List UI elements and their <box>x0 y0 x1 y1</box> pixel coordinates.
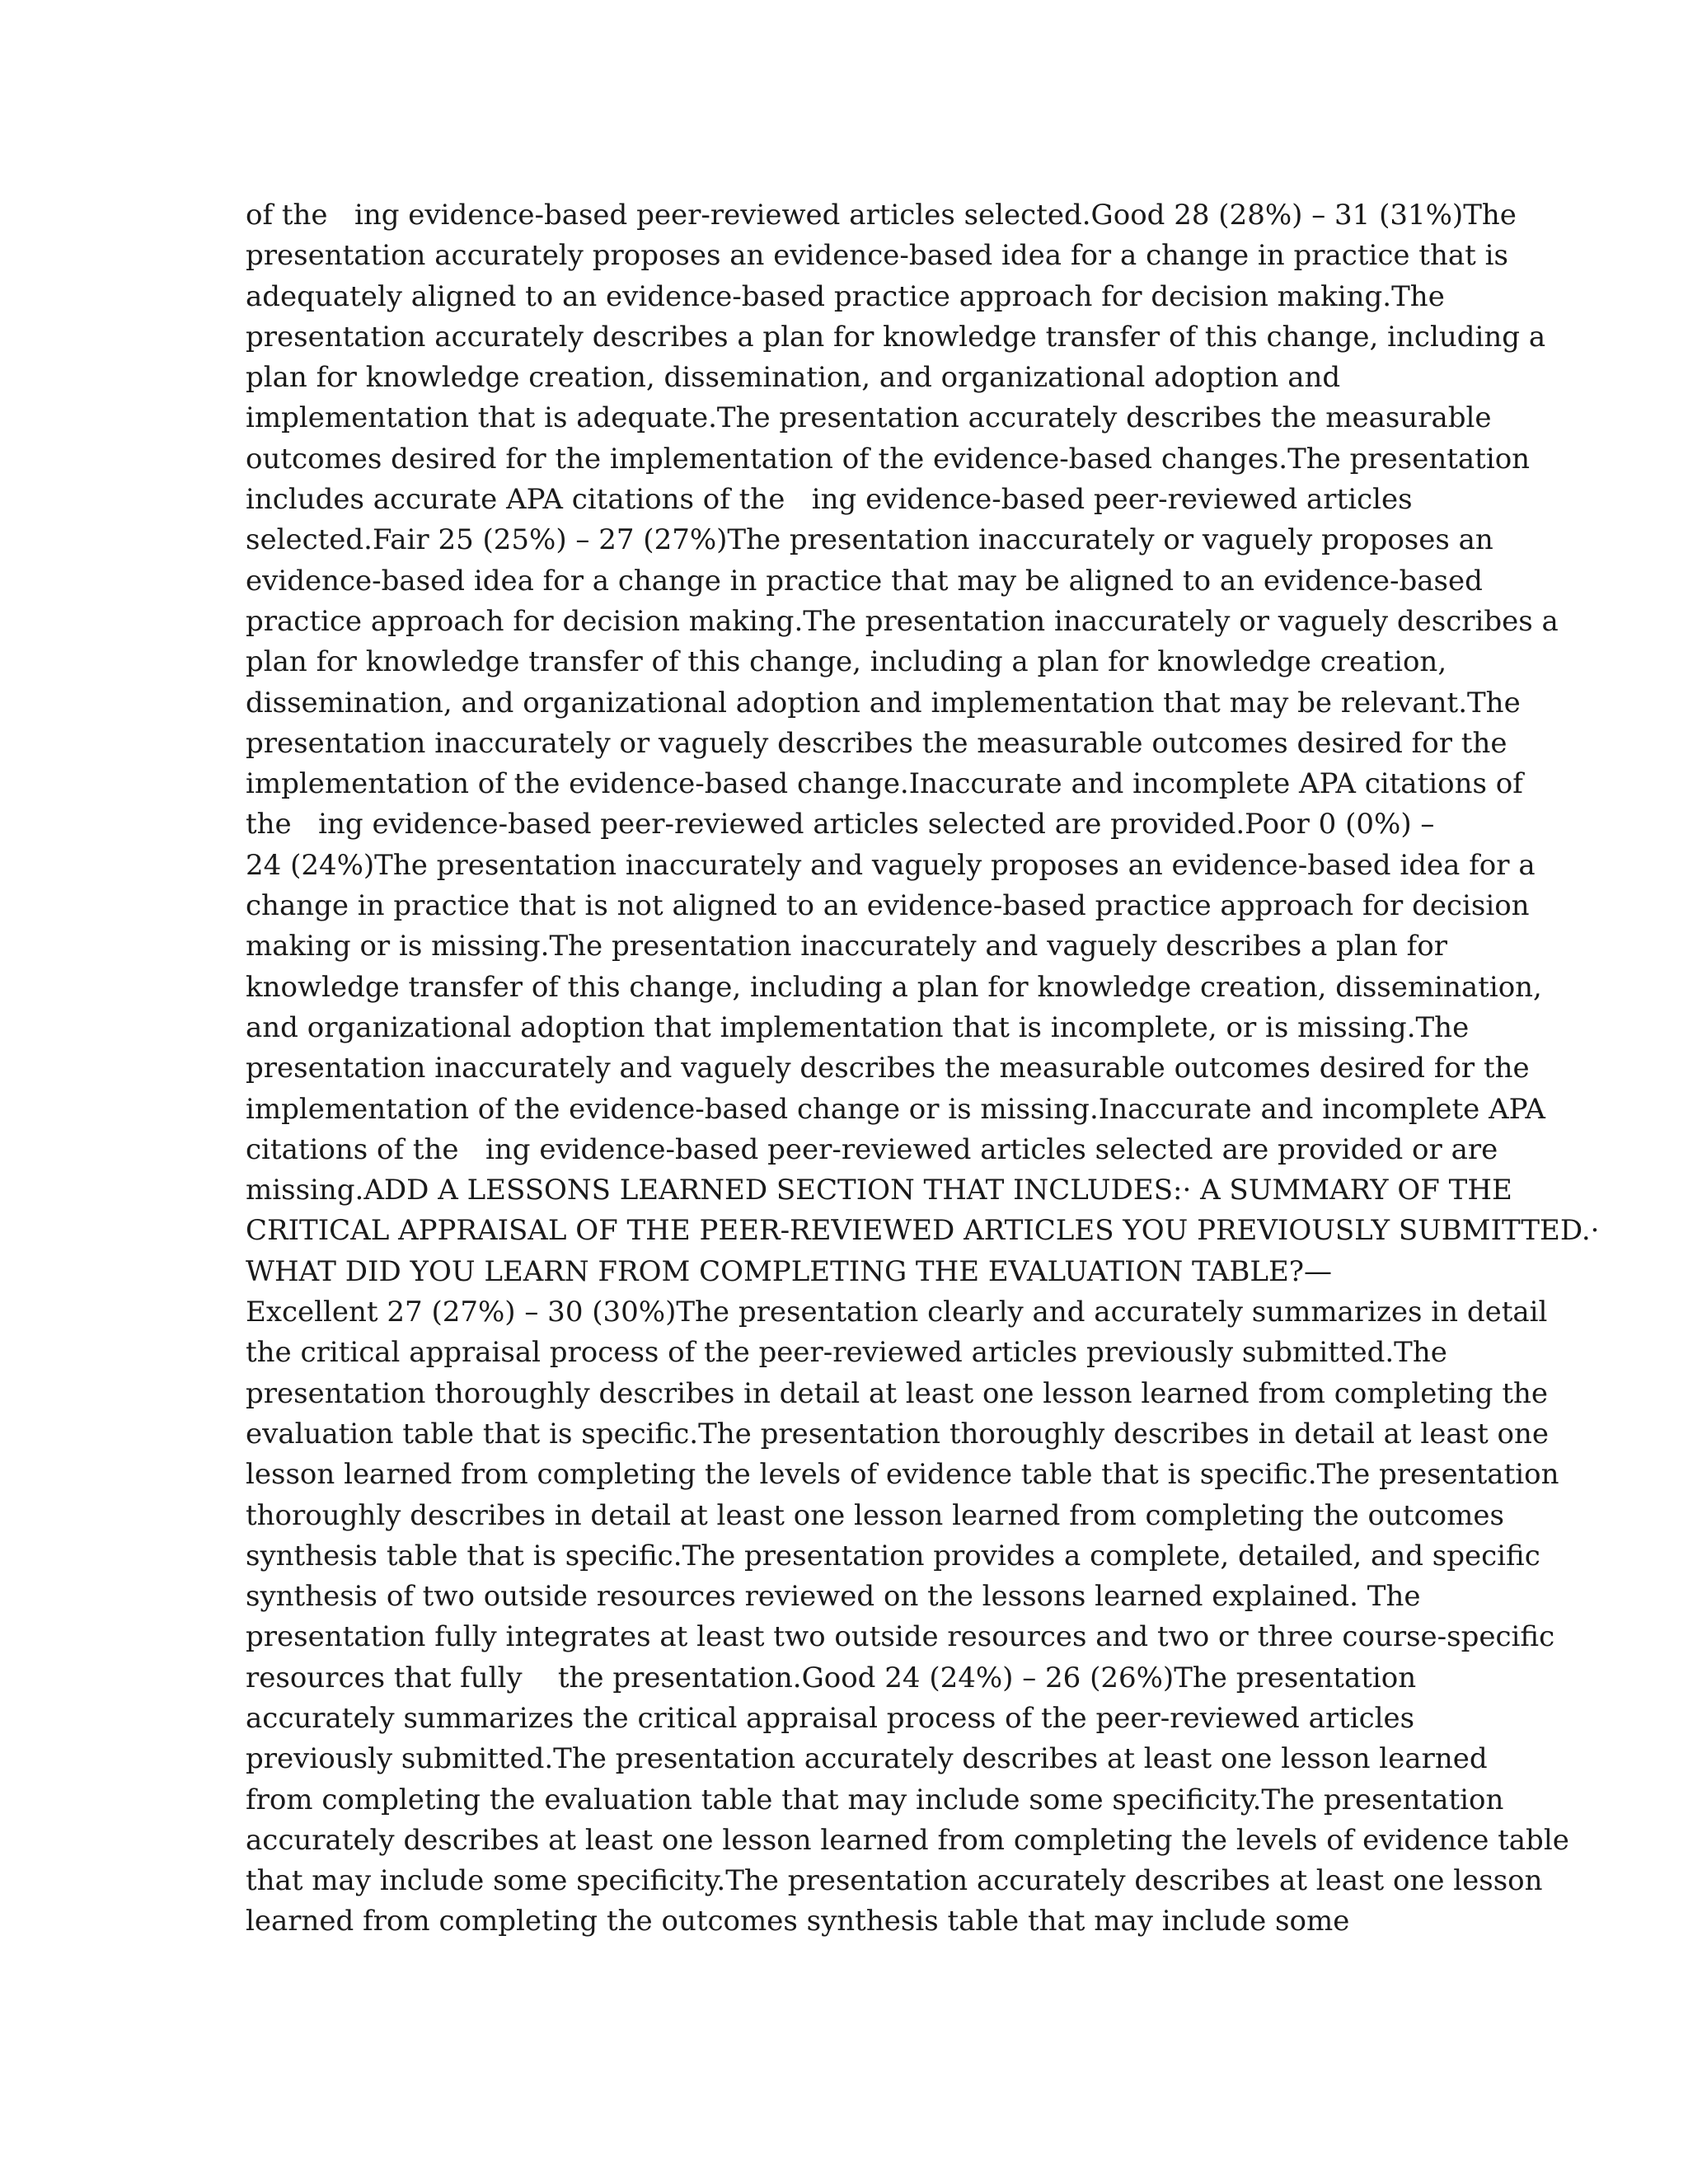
text-line: evaluation table that is specific.The presentation thoroughly describes in detail at least one <box>246 1417 1550 1451</box>
text-line: includes accurate APA citations of the ing evidence-based peer-reviewed articles <box>246 483 1413 517</box>
text-line: accurately summarizes the critical appraisal process of the peer-reviewed articles <box>246 1701 1415 1735</box>
text-line: presentation accurately describes a plan for knowledge transfer of this change, including a <box>246 320 1546 354</box>
text-line: change in practice that is not aligned to an evidence-based practice approach for decision <box>246 889 1530 923</box>
text-line: resources that fully the presentation.Good 24 (24%) – 26 (26%)The presentation <box>246 1661 1417 1694</box>
text-line: of the ing evidence-based peer-reviewed articles selected.Good 28 (28%) – 31 (31%)The <box>246 199 1517 232</box>
text-line: outcomes desired for the implementation of the evidence-based changes.The presentation <box>246 442 1531 476</box>
text-line: synthesis table that is specific.The presentation provides a complete, detailed, and specific <box>246 1539 1540 1572</box>
text-line: missing.ADD A LESSONS LEARNED SECTION THAT INCLUDES:· A SUMMARY OF THE <box>246 1174 1512 1207</box>
text-line: implementation of the evidence-based change or is missing.Inaccurate and incomplete APA <box>246 1092 1545 1126</box>
text-line: from completing the evaluation table that may include some specificity.The presentation <box>246 1783 1504 1816</box>
text-line: accurately describes at least one lesson learned from completing the levels of evidence table <box>246 1823 1569 1857</box>
text-line: making or is missing.The presentation inaccurately and vaguely describes a plan for <box>246 930 1447 963</box>
text-line: knowledge transfer of this change, including a plan for knowledge creation, dissemination, <box>246 970 1542 1004</box>
text-line: CRITICAL APPRAISAL OF THE PEER-REVIEWED ARTICLES YOU PREVIOUSLY SUBMITTED.· <box>246 1214 1600 1248</box>
text-line: presentation thoroughly describes in detail at least one lesson learned from completing the <box>246 1376 1549 1410</box>
text-line: previously submitted.The presentation accurately describes at least one lesson learned <box>246 1742 1488 1776</box>
text-line: evidence-based idea for a change in practice that may be aligned to an evidence-based <box>246 564 1483 598</box>
text-line: presentation inaccurately or vaguely describes the measurable outcomes desired for the <box>246 726 1507 760</box>
text-line: plan for knowledge creation, dissemination, and organizational adoption and <box>246 361 1341 395</box>
text-line: presentation accurately proposes an evidence-based idea for a change in practice that is <box>246 239 1508 273</box>
text-line: citations of the ing evidence-based peer-reviewed articles selected are provided or are <box>246 1132 1498 1166</box>
text-line: implementation that is adequate.The presentation accurately describes the measurable <box>246 401 1492 435</box>
text-line: presentation fully integrates at least two outside resources and two or three course-specific <box>246 1620 1555 1654</box>
text-line: plan for knowledge transfer of this change, including a plan for knowledge creation, <box>246 645 1447 679</box>
text-line: and organizational adoption that implementation that is incomplete, or is missing.The <box>246 1010 1470 1044</box>
text-line: synthesis of two outside resources reviewed on the lessons learned explained. The <box>246 1580 1421 1614</box>
text-line: selected.Fair 25 (25%) – 27 (27%)The presentation inaccurately or vaguely proposes an <box>246 523 1493 557</box>
text-line: 24 (24%)The presentation inaccurately and vaguely proposes an evidence-based idea for a <box>246 848 1536 882</box>
text-line: practice approach for decision making.The presentation inaccurately or vaguely describes a <box>246 604 1559 638</box>
text-line: lesson learned from completing the levels of evidence table that is specific.The presentation <box>246 1458 1559 1492</box>
text-line: the critical appraisal process of the peer-reviewed articles previously submitted.The <box>246 1336 1447 1370</box>
text-line: WHAT DID YOU LEARN FROM COMPLETING THE EVALUATION TABLE?— <box>246 1254 1333 1288</box>
text-line: thoroughly describes in detail at least one lesson learned from completing the outcomes <box>246 1498 1504 1532</box>
text-line: that may include some specificity.The presentation accurately describes at least one lesson <box>246 1864 1543 1898</box>
text-line: dissemination, and organizational adoption and implementation that may be relevant.The <box>246 686 1521 719</box>
text-line: implementation of the evidence-based change.Inaccurate and incomplete APA citations of <box>246 767 1523 801</box>
text-line: Excellent 27 (27%) – 30 (30%)The presentation clearly and accurately summarizes in detail <box>246 1296 1548 1329</box>
text-line: learned from completing the outcomes synthesis table that may include some <box>246 1905 1350 1938</box>
body-text <box>246 195 1600 1943</box>
text-line: presentation inaccurately and vaguely describes the measurable outcomes desired for the <box>246 1052 1530 1085</box>
text-line: adequately aligned to an evidence-based practice approach for decision making.The <box>246 279 1445 313</box>
text-line: the ing evidence-based peer-reviewed articles selected are provided.Poor 0 (0%) – <box>246 808 1435 841</box>
